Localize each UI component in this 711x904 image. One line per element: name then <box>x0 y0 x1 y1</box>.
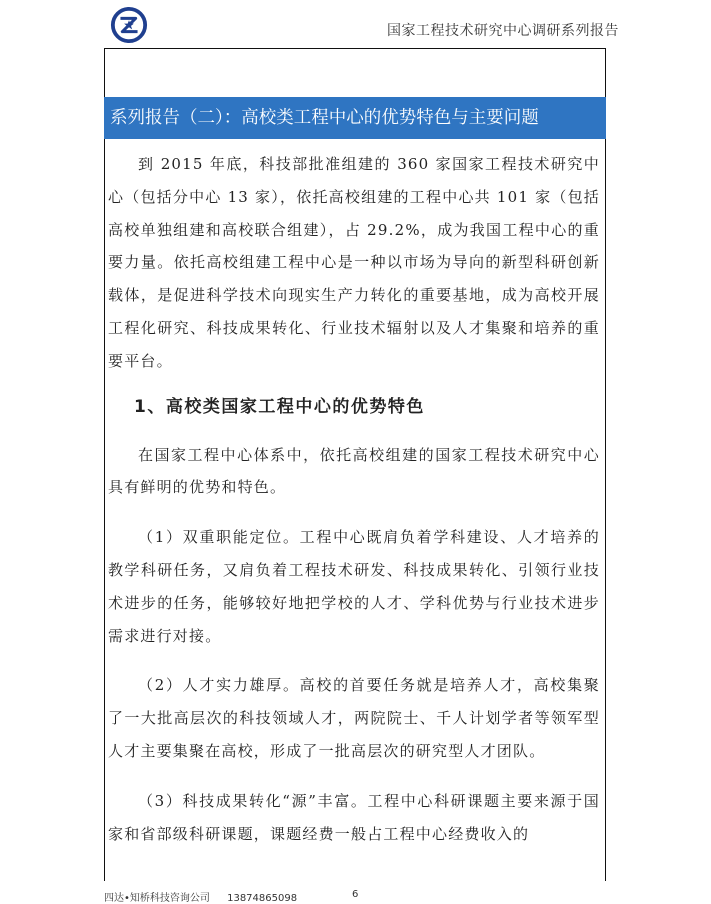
footer-company: 四达•知桥科技咨询公司 <box>104 893 210 904</box>
page-footer <box>104 889 359 904</box>
report-banner-title: 系列报告（二）：高校类工程中心的优势特色与主要问题 <box>104 97 606 139</box>
page-number: 6 <box>352 889 359 900</box>
point-1-paragraph: （1）双重职能定位。工程中心既肩负着学科建设、人才培养的教学科研任务，又肩负着工程技术研发、科技成果转化、引领行业技术进步的任务，能够较好地把学校的人才、学科优势与行业技术进步需求进行对接。 <box>108 528 600 645</box>
point-2-paragraph: （2）人才实力雄厚。高校的首要任务就是培养人才，高校集聚了一大批高层次的科技领域人才，两院院士、千人计划学者等领军型人才主要集聚在高校，形成了一批高层次的研究型人才团队。 <box>108 676 600 760</box>
intro-paragraph: 到 2015 年底，科技部批准组建的 360 家国家工程技术研究中心（包括分中心 13 家），依托高校组建的工程中心共 101 家（包括高校单独组建和高校联合组建），占 29.2%，成为我国工程中心的重要力量。依托高校组建工程中心是一种以市场为导向的新型科研创新载体，是促进科学技术向现实生产力转化的重要基地，成为高校开展工程化研究、科技成果转化、行业技术辐射以及人才集聚和培养的重要平台。 <box>108 155 600 370</box>
footer-phone: 13874865098 <box>227 893 298 904</box>
circle-star-logo-icon <box>110 6 148 44</box>
section-intro-paragraph: 在国家工程中心体系中，依托高校组建的国家工程技术研究中心具有鲜明的优势和特色。 <box>108 445 600 497</box>
point-3-paragraph: （3）科技成果转化“源”丰富。工程中心科研课题主要来源于国家和省部级科研课题，课题经费一般占工程中心经费收入的 <box>108 791 600 843</box>
header-title: 国家工程技术研究中心调研系列报告 <box>387 23 619 39</box>
section-heading: 1、高校类国家工程中心的优势特色 <box>134 396 425 417</box>
report-body <box>108 148 600 850</box>
